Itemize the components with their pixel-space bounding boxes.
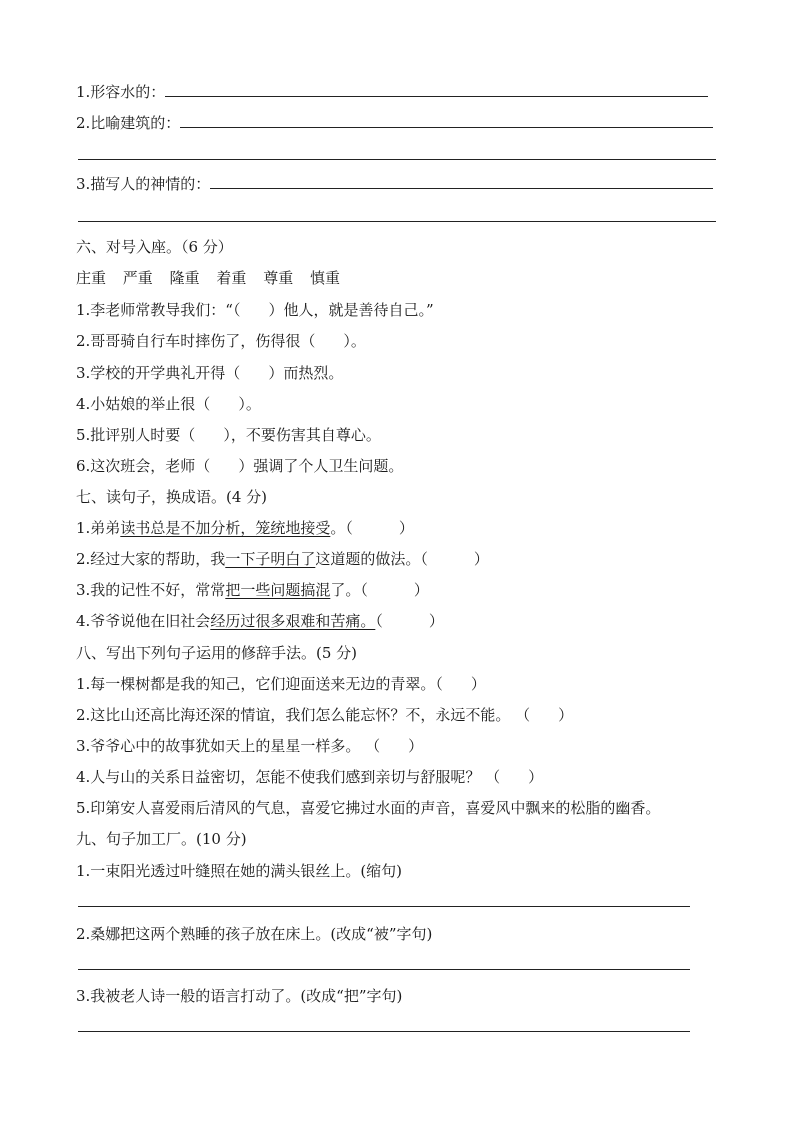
s6-item-text: 4.小姑娘的举止很（	[76, 395, 211, 413]
answer-line[interactable]	[78, 1031, 690, 1032]
s7-item-text: 这道题的做法。（	[315, 550, 428, 568]
s8-item-text: ）	[558, 706, 574, 724]
word-bank-item: 慎重	[309, 269, 340, 287]
s6-item-text: ），不要伤害其自尊心。	[223, 426, 381, 444]
word-bank-item: 着重	[216, 269, 247, 287]
s6-item-2	[76, 331, 366, 351]
s8-item-5	[76, 798, 660, 818]
s8-item-text: 2.这比山还高比海还深的情谊，我们怎么能忘怀？不，永远不能。 （	[76, 706, 531, 724]
underlined-phrase: 把一些问题搞混	[225, 581, 331, 599]
word-bank-item: 严重	[122, 269, 153, 287]
s7-item-text: ）	[473, 550, 489, 568]
s8-item-text: 1.每一棵树都是我的知己，它们迎面送来无边的青翠。（	[76, 675, 443, 693]
s7-item-text: 3.我的记性不好，常常	[76, 581, 226, 599]
s6-item-text: 2.哥哥骑自行车时摔伤了，伤得很（	[76, 332, 316, 350]
s9-item-2: 2.桑娜把这两个熟睡的孩子放在床上。(改成“被”字句)	[76, 925, 433, 943]
s6-item-text: ）他人，就是善待自己。”	[268, 301, 434, 319]
s7-item-text: （	[375, 612, 383, 630]
s7-item-text: 。（	[330, 519, 353, 537]
s5-item-2	[76, 113, 713, 133]
section-8-title: 八、写出下列句子运用的修辞手法。(5 分)	[76, 644, 358, 662]
s8-item-1	[76, 674, 486, 694]
underlined-phrase: 经历过很多艰难和苦痛。	[210, 612, 376, 630]
section-9-title: 九、句子加工厂。(10 分)	[76, 830, 247, 848]
answer-line[interactable]	[78, 221, 716, 222]
word-bank-item: 尊重	[263, 269, 294, 287]
answer-line[interactable]	[78, 906, 690, 907]
s6-item-5	[76, 425, 381, 445]
s8-item-2	[76, 705, 573, 725]
answer-line[interactable]	[78, 159, 716, 160]
s7-item-text: ）	[398, 519, 414, 537]
s8-item-3	[76, 736, 423, 756]
s7-item-4	[76, 611, 444, 631]
word-bank-item: 庄重	[76, 269, 107, 287]
s8-item-text: ）	[408, 737, 424, 755]
s7-item-text: 4.爷爷说他在旧社会	[76, 612, 211, 630]
s7-item-text: 2.经过大家的帮助，我	[76, 550, 226, 568]
word-bank-item: 隆重	[169, 269, 200, 287]
s5-item-2-label: 2.比喻建筑的：	[76, 114, 181, 132]
s6-item-text: 6.这次班会，老师（	[76, 457, 211, 475]
s7-item-text: ）	[413, 581, 429, 599]
s9-item-3: 3.我被老人诗一般的语言打动了。(改成“把”字句)	[76, 987, 403, 1005]
s8-item-text: 3.爷爷心中的故事犹如天上的星星一样多。 （	[76, 737, 381, 755]
underlined-phrase: 一下子明白了	[225, 550, 316, 568]
s6-item-text: ）强调了个人卫生问题。	[238, 457, 404, 475]
s7-item-text: ）	[428, 612, 444, 630]
answer-blank[interactable]	[165, 82, 708, 97]
s8-item-text: ）	[528, 768, 544, 786]
s9-item-1: 1.一束阳光透过叶缝照在她的满头银丝上。(缩句)	[76, 862, 403, 880]
s5-item-1	[76, 82, 708, 102]
s6-item-4	[76, 394, 261, 414]
underlined-phrase: 读书总是不加分析，笼统地接受	[120, 519, 331, 537]
s6-item-text: 3.学校的开学典礼开得（	[76, 364, 241, 382]
s7-item-text: 了。（	[330, 581, 368, 599]
s6-item-1	[76, 300, 434, 320]
answer-line[interactable]	[78, 969, 690, 970]
s7-item-1	[76, 518, 414, 538]
section-7-title: 七、读句子，换成语。(4 分)	[76, 488, 268, 506]
s6-item-3	[76, 363, 343, 383]
s8-item-text: 4.人与山的关系日益密切，怎能不使我们感到亲切与舒服呢？ （	[76, 768, 501, 786]
answer-blank[interactable]	[210, 174, 713, 189]
word-bank	[76, 268, 352, 288]
s7-item-3	[76, 580, 429, 600]
s8-item-text: ）	[470, 675, 486, 693]
section-6-title: 六、对号入座。（6 分）	[76, 238, 233, 256]
s7-item-2	[76, 549, 489, 569]
s6-item-text: ）。	[343, 332, 366, 350]
s5-item-3-label: 3.描写人的神情的：	[76, 175, 211, 193]
s6-item-6	[76, 456, 403, 476]
s6-item-text: 1.李老师常教导我们：“（	[76, 301, 241, 319]
s5-item-3	[76, 174, 713, 194]
s6-item-text: 5.批评别人时要（	[76, 426, 196, 444]
answer-blank[interactable]	[180, 113, 713, 128]
s6-item-text: ）而热烈。	[268, 364, 344, 382]
s6-item-text: ）。	[238, 395, 261, 413]
s8-item-text: 5.印第安人喜爱雨后清风的气息，喜爱它拂过水面的声音，喜爱风中飘来的松脂的幽香。	[76, 799, 661, 817]
s8-item-4	[76, 767, 543, 787]
s5-item-1-label: 1.形容水的：	[76, 83, 166, 101]
s7-item-text: 1.弟弟	[76, 519, 121, 537]
